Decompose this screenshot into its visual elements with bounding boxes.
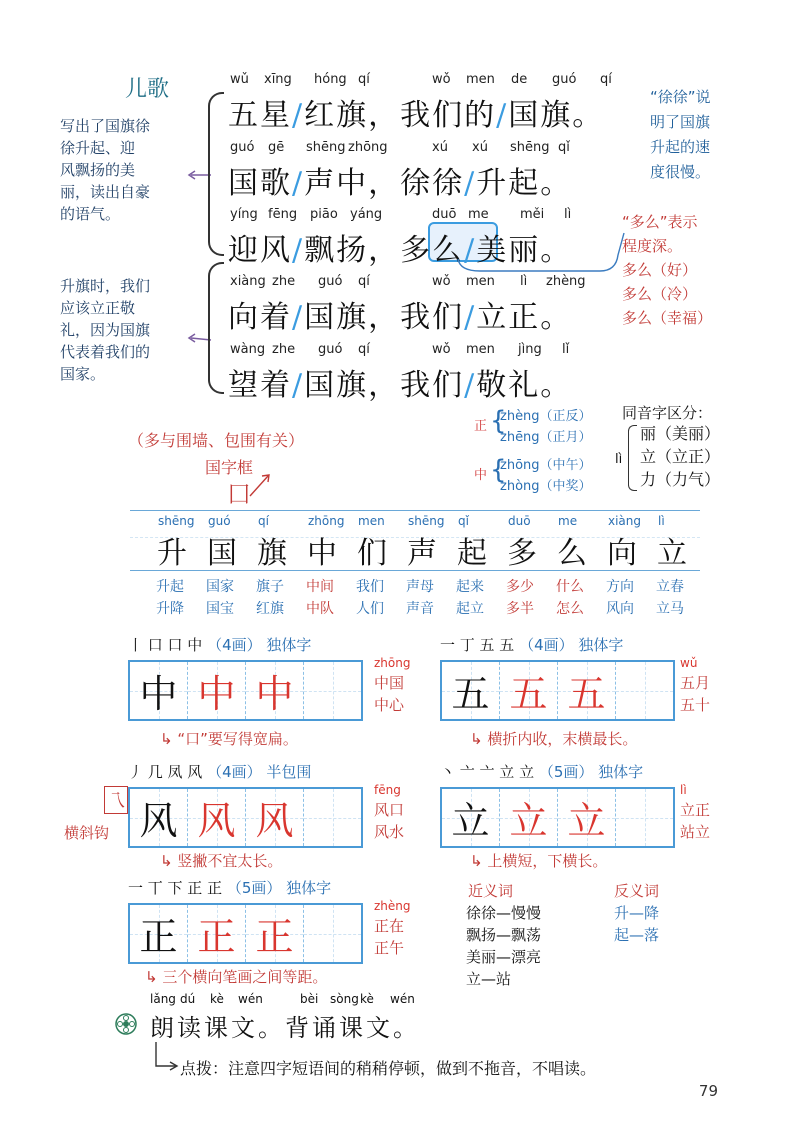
- homophone-title: 同音字区分：: [622, 404, 713, 422]
- word: 声音: [406, 601, 434, 617]
- page-number: 79: [698, 1082, 718, 1100]
- hook-stroke-label: 横斜钩: [64, 824, 110, 842]
- new-char: 向: [607, 536, 637, 571]
- writing-grid: [128, 787, 363, 848]
- grid-cell: [188, 662, 246, 719]
- word: 中间: [306, 579, 334, 595]
- word: 国家: [206, 579, 234, 595]
- char-pinyin: zhōng: [374, 656, 411, 670]
- grid-cell: [130, 905, 188, 962]
- char-pinyin: me: [558, 514, 578, 528]
- word: 红旗: [256, 601, 284, 617]
- pause-slash: /: [464, 368, 477, 403]
- stroke-order: 丶 亠 亠 立 立 （5画） 独体字: [440, 763, 644, 781]
- tip-arrow: [152, 1040, 182, 1074]
- poem-line-text: 五星/红旗，我们的/国旗。: [228, 98, 605, 133]
- example-words: 中国 中心: [374, 674, 405, 714]
- pause-slash: /: [292, 166, 305, 201]
- word: 升起: [156, 579, 184, 595]
- grid-cell: [500, 662, 558, 719]
- grid-cell: [188, 905, 246, 962]
- zhong-label: 中: [474, 468, 488, 483]
- reading-pinyin-syllable: lǎng: [150, 992, 176, 1006]
- word: 立春: [656, 579, 684, 595]
- char-pinyin: lì: [658, 514, 665, 528]
- new-char: 起: [457, 536, 487, 571]
- new-char: 中: [307, 536, 337, 571]
- char-pinyin: zhèng: [374, 899, 411, 913]
- writing-tip: ↳ “口”要写得宽扁。: [160, 730, 298, 748]
- poem-line-text: 向着/国旗，我们/立正。: [228, 300, 573, 335]
- reading-pinyin-syllable: dú: [180, 992, 196, 1006]
- poem-line-2: guó gē shēng zhōng xú xú shēng qǐ 国歌/声中，徐徐/升起。: [228, 140, 573, 201]
- word: 人们: [356, 601, 384, 617]
- word: 怎么: [556, 601, 584, 617]
- stroke-order: 丿 几 凤 风 （4画） 半包围: [128, 763, 312, 781]
- char-pinyin: guó: [208, 514, 231, 528]
- char-pinyin: wǔ: [680, 656, 698, 670]
- practice-char: 风: [139, 799, 178, 843]
- stroke-order: 丨 口 口 中 （4画） 独体字: [128, 636, 312, 654]
- poem-line-5: wàng zhe guó qí wǒ men jìng lǐ 望着/国旗，我们/敬礼。: [228, 342, 573, 403]
- pause-slash: /: [496, 98, 509, 133]
- practice-char: 风: [197, 799, 236, 843]
- poem-line-text: 国歌/声中，徐徐/升起。: [228, 166, 573, 201]
- writing-grid: [440, 660, 675, 721]
- char-pinyin: duō: [508, 514, 531, 528]
- practice-char: 正: [197, 915, 236, 959]
- new-char: 立: [657, 536, 687, 571]
- practice-char: 正: [255, 915, 294, 959]
- char-pinyin: men: [358, 514, 385, 528]
- practice-char: 立: [567, 799, 606, 843]
- word: 什么: [556, 579, 584, 595]
- word: 中队: [306, 601, 334, 617]
- note-duome: “多么”表示 程度深。 多么（好） 多么（冷） 多么（幸福）: [622, 213, 713, 327]
- writing-tip: ↳ 横折内收，末横最长。: [470, 730, 638, 748]
- stroke-order: 一 丁 五 五 （4画） 独体字: [440, 636, 624, 654]
- li-words: 丽（美丽） 立（立正） 力（力气）: [640, 424, 721, 489]
- zheng-readings: zhèng（正反） zhēng（正月）: [500, 409, 592, 445]
- new-char: 声: [407, 536, 437, 571]
- grid-cell: [500, 789, 558, 846]
- new-char: 国: [207, 536, 237, 571]
- poem-line-4: xiàng zhe guó qí wǒ men lì zhèng 向着/国旗，我们/立正。: [228, 274, 586, 335]
- word: 多半: [506, 601, 534, 617]
- practice-char: 中: [139, 672, 178, 716]
- word: 国宝: [206, 601, 234, 617]
- brace-top: [208, 92, 224, 256]
- practice-char: 五: [509, 672, 548, 716]
- zhong-brace: {: [490, 455, 507, 485]
- practice-char: 五: [567, 672, 606, 716]
- left-note-bottom: 升旗时，我们 应该立正敬 礼，因为国旗 代表着我们的 国家。: [60, 277, 151, 383]
- practice-char: 立: [509, 799, 548, 843]
- poem-line-text: 迎风/飘扬，多么/美丽。: [228, 233, 573, 268]
- pause-slash: /: [292, 98, 305, 133]
- flower-icon: [114, 1012, 138, 1036]
- word: 起来: [456, 579, 484, 595]
- example-words: 正在 正午: [374, 917, 405, 957]
- grid-cell[interactable]: [304, 789, 361, 846]
- grid-cell[interactable]: [304, 905, 361, 962]
- word: 声母: [406, 579, 434, 595]
- word: 立马: [656, 601, 684, 617]
- pause-slash: /: [464, 233, 477, 268]
- pause-slash: /: [292, 233, 305, 268]
- reading-pinyin-syllable: bèi: [300, 992, 319, 1006]
- left-note-top: 写出了国旗徐 徐升起、迎 风飘扬的美 丽，读出自豪 的语气。: [60, 117, 151, 223]
- grid-cell: [558, 789, 616, 846]
- word: 方向: [606, 579, 634, 595]
- duome-link-line: [440, 225, 630, 275]
- example-words: 五月 五十: [680, 674, 711, 714]
- word: 多少: [506, 579, 534, 595]
- grid-cell[interactable]: [616, 789, 673, 846]
- practice-char: 中: [255, 672, 294, 716]
- note-xuxu: “徐徐”说 明了国旗 升起的速 度很慢。: [650, 88, 711, 181]
- antonyms-list: 升—降 起—落: [614, 904, 660, 944]
- grid-cell[interactable]: [304, 662, 361, 719]
- practice-char: 风: [255, 799, 294, 843]
- pause-slash: /: [464, 300, 477, 335]
- reading-task: 朗读课文。背诵课文。: [150, 1014, 420, 1042]
- word: 升降: [156, 601, 184, 617]
- reading-pinyin-syllable: wén: [238, 992, 263, 1006]
- char-pinyin: lì: [680, 783, 687, 797]
- char-pinyin: qí: [258, 514, 269, 528]
- word: 我们: [356, 579, 384, 595]
- new-char: 升: [157, 536, 187, 571]
- li-label: lì: [615, 452, 623, 467]
- poem-title: 儿歌: [125, 77, 170, 102]
- antonyms-title: 反义词: [614, 882, 660, 900]
- word: 旗子: [256, 579, 284, 595]
- example-words: 立正 站立: [680, 801, 711, 841]
- new-char: 们: [357, 536, 387, 571]
- radical-name: 国字框: [205, 458, 254, 477]
- char-pinyin: qǐ: [458, 514, 469, 528]
- poem-line-1: wǔ xīng hóng qí wǒ men de guó qí 五星/红旗，我们的/国旗。: [228, 72, 612, 133]
- grid-cell: [188, 789, 246, 846]
- synonyms-title: 近义词: [468, 882, 514, 900]
- radical-shape: 囗: [228, 483, 251, 508]
- char-pinyin: shēng: [158, 514, 195, 528]
- grid-cell: [130, 789, 188, 846]
- grid-cell: [442, 789, 500, 846]
- hook-stroke-glyph: 乁: [104, 786, 128, 814]
- writing-grid: [128, 660, 363, 721]
- pause-slash: /: [464, 166, 477, 201]
- practice-char: 中: [197, 672, 236, 716]
- radical-note: （多与围墙、包围有关）: [128, 431, 305, 450]
- writing-tip: ↳ 竖撇不宜太长。: [160, 852, 283, 870]
- reading-pinyin-syllable: wén: [390, 992, 415, 1006]
- synonyms-list: 徐徐—慢慢 飘扬—飘荡 美丽—漂亮 立—站: [466, 904, 542, 988]
- example-words: 风口 风水: [374, 801, 405, 841]
- zhong-readings: zhōng（中午） zhòng（中奖）: [500, 458, 592, 494]
- grid-cell: [558, 662, 616, 719]
- zheng-label: 正: [474, 419, 488, 434]
- word: 风向: [606, 601, 634, 617]
- new-char: 多: [507, 536, 537, 571]
- word: 起立: [456, 601, 484, 617]
- char-pinyin: zhōng: [308, 514, 345, 528]
- writing-tip: ↳ 上横短，下横长。: [470, 852, 608, 870]
- reading-pinyin-syllable: kè: [210, 992, 224, 1006]
- char-pinyin: shēng: [408, 514, 445, 528]
- radical-arrow: [248, 470, 278, 500]
- reading-pinyin-syllable: kè: [360, 992, 374, 1006]
- writing-grid: [440, 787, 675, 848]
- reading-pinyin-syllable: sòng: [330, 992, 359, 1006]
- practice-char: 正: [139, 915, 178, 959]
- char-pinyin: xiàng: [608, 514, 642, 528]
- grid-cell: [246, 662, 304, 719]
- pause-slash: /: [292, 300, 305, 335]
- writing-tip: ↳ 三个横向笔画之间等距。: [145, 968, 328, 986]
- new-char: 旗: [257, 536, 287, 571]
- writing-grid: [128, 903, 363, 964]
- grid-cell[interactable]: [616, 662, 673, 719]
- practice-char: 五: [451, 672, 490, 716]
- poem-line-3: yíng fēng piāo yáng duō me měi lì 迎风/飘扬，多么/美丽。: [228, 207, 573, 268]
- grid-cell: [442, 662, 500, 719]
- reading-tip: 点拨：注意四字短语间的稍稍停顿，做到不拖音，不唱读。: [180, 1059, 597, 1078]
- brace-bottom: [208, 262, 224, 394]
- char-pinyin: fēng: [374, 783, 401, 797]
- li-brace: [628, 425, 637, 491]
- grid-cell: [246, 905, 304, 962]
- stroke-order: 一 丅 下 正 正 （5画） 独体字: [128, 879, 332, 897]
- new-char: 么: [557, 536, 587, 571]
- zheng-brace: {: [490, 406, 507, 436]
- pause-slash: /: [292, 368, 305, 403]
- grid-cell: [246, 789, 304, 846]
- char-line-top: [130, 510, 700, 511]
- poem-line-text: 望着/国旗，我们/敬礼。: [228, 368, 573, 403]
- grid-cell: [130, 662, 188, 719]
- practice-char: 立: [451, 799, 490, 843]
